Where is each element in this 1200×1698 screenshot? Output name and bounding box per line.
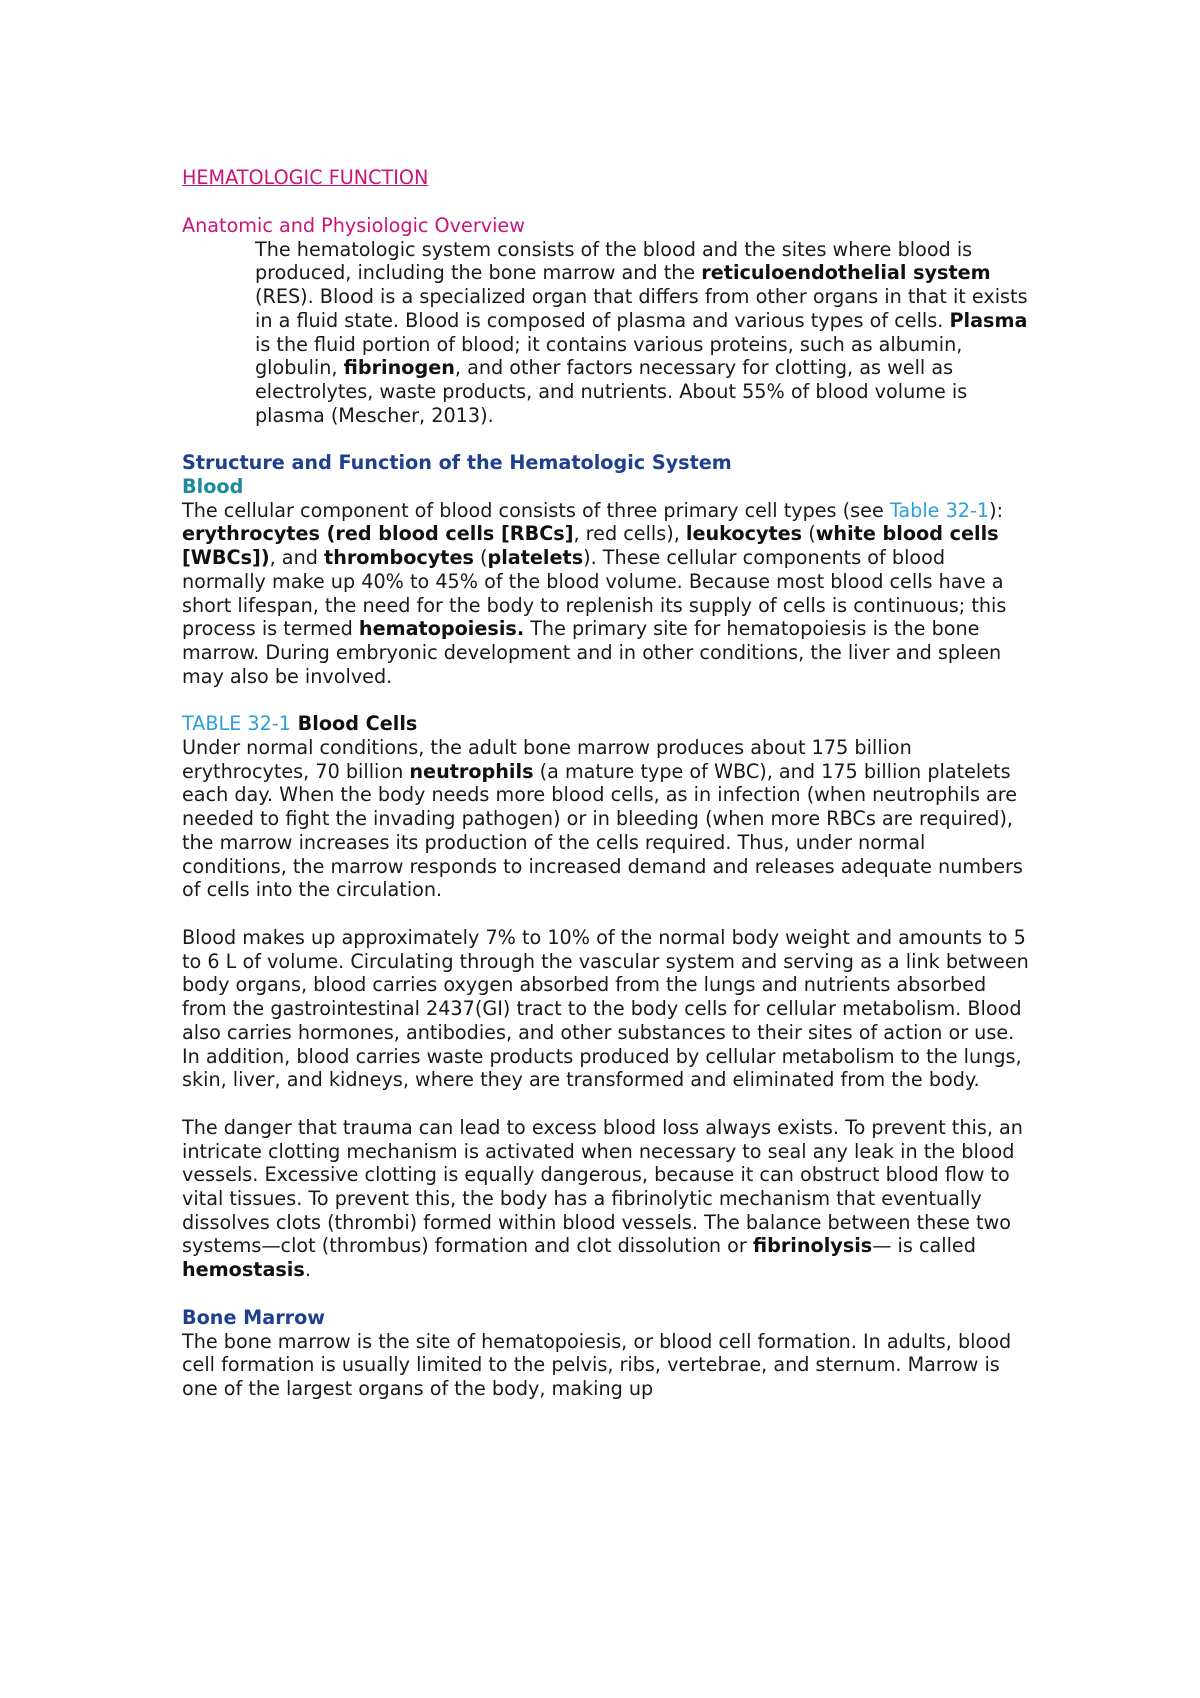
text-run: The danger that trauma can lead to excess blood loss always exists. To prevent this, an intricate clotting mechanism is activated when necessary to seal any leak in the blood vessels. Excessive clotting is equally dangerous, because it can obstruct blood flow to vital tissues. To prevent this, the body has a fibrinolytic mechanism that eventually dissolves clots (thrombi) formed within blood vessels. The balance between these two systems—clot (thrombus) formation and clot dissolution or bbox=[182, 1115, 1023, 1258]
text-run: ). These cellular components of blood normally make up 40% to 45% of the blood volume. Because most blood cells have a short lifespan, the need for the body to replenish its supply of cells is continuous; this process is termed bbox=[182, 546, 1007, 641]
text-run: (RES). Blood is a specialized organ that differs from other organs in that it exists in a fluid state. Blood is composed of plasma and various types of cells. bbox=[255, 285, 1028, 332]
table-title: Blood Cells bbox=[290, 712, 418, 736]
overview-heading: Anatomic and Physiologic Overview bbox=[182, 214, 525, 237]
text-run: The hematologic system consists of the blood and the sites where blood is produced, including the bone marrow and the bbox=[255, 237, 973, 285]
text-run: ( bbox=[473, 546, 488, 570]
text-run: . bbox=[304, 1258, 311, 1282]
text-run: ( bbox=[802, 522, 816, 546]
text-run: , and other factors necessary for clotting, as well as electrolytes, waste products, and nutrients. About 55% of blood volume is plasma (Mescher, 2013). bbox=[255, 356, 968, 427]
document-body bbox=[182, 166, 1032, 1401]
text-run: The cellular component of blood consists of three primary cell types (see bbox=[182, 498, 890, 522]
term-reticuloendothelial: reticuloendothelial system bbox=[701, 261, 991, 285]
term-wbcs: white blood cells [WBCs]) bbox=[182, 522, 999, 570]
term-fibrinogen: fibrinogen bbox=[343, 356, 455, 380]
bone-marrow-paragraph: The bone marrow is the site of hematopoiesis, or blood cell formation. In adults, blood cell formation is usually limited to the pelvis, ribs, vertebrae, and sternum. Marrow is one of the largest organs of the body, making up bbox=[182, 1329, 1012, 1400]
text-run: ): bbox=[989, 498, 1004, 522]
term-neutrophils: neutrophils bbox=[409, 759, 534, 783]
hemostasis-paragraph bbox=[182, 1116, 1032, 1282]
text-run: is the fluid portion of blood; it contains various proteins, such as albumin, globulin, bbox=[255, 332, 963, 380]
term-fibrinolysis: fibrinolysis bbox=[752, 1234, 873, 1258]
text-run: , red cells), bbox=[573, 522, 686, 546]
structure-heading: Structure and Function of the Hematologic System bbox=[182, 451, 732, 475]
text-run: The primary site for hematopoiesis is the bone marrow. During embryonic development and in other conditions, the liver and spleen may also be involved. bbox=[182, 617, 1002, 688]
text-run: — is called bbox=[872, 1234, 976, 1258]
table-label: TABLE 32-1 bbox=[182, 712, 291, 736]
term-plasma: Plasma bbox=[949, 308, 1028, 332]
term-platelets: platelets bbox=[487, 546, 584, 570]
overview-section bbox=[182, 238, 1032, 428]
term-hemostasis: hemostasis bbox=[182, 1258, 305, 1282]
term-leukocytes: leukocytes bbox=[685, 522, 803, 546]
text-run: Under normal conditions, the adult bone marrow produces about 175 billion erythrocytes, 70 billion bbox=[182, 736, 912, 783]
blood-subheading: Blood bbox=[182, 475, 244, 499]
blood-paragraph bbox=[182, 499, 1032, 689]
blood-volume-paragraph: Blood makes up approximately 7% to 10% of the normal body weight and amounts to 5 to 6 L of volume. Circulating through the vascular system and serving as a link between body organs, blood carries oxygen absorbed from the lungs and nutrients absorbed from the gastrointestinal 2437(GI) tract to the body cells for cellular metabolism. Blood also carries hormones, antibodies, and other substances to their sites of action or use. In addition, blood carries waste products produced by cellular metabolism to the lungs, skin, liver, and kidneys, where they are transformed and eliminated from the body. bbox=[182, 925, 1029, 1092]
table-32-1-link[interactable]: Table 32-1 bbox=[889, 498, 990, 522]
text-run: , and bbox=[269, 546, 325, 570]
overview-paragraph-2 bbox=[255, 285, 1032, 427]
text-run: (a mature type of WBC), and 175 billion platelets each day. When the body needs more blood cells, as in infection (when neutrophils are needed to fight the invading pathogen) or in bleeding (when more RBCs are required), the marrow increases its production of the cells required. Thus, under normal conditions, the marrow responds to increased demand and releases adequate numbers of cells into the circulation. bbox=[182, 759, 1023, 902]
term-erythrocytes: erythrocytes (red blood cells [RBCs] bbox=[182, 522, 574, 546]
bone-marrow-heading: Bone Marrow bbox=[182, 1305, 326, 1329]
overview-paragraph-1 bbox=[255, 238, 1032, 285]
table-caption bbox=[182, 712, 1032, 736]
term-thrombocytes: thrombocytes bbox=[324, 546, 474, 570]
term-hematopoiesis: hematopoiesis. bbox=[358, 617, 525, 641]
document-title: HEMATOLOGIC FUNCTION bbox=[182, 166, 429, 189]
table-paragraph bbox=[182, 736, 1032, 902]
